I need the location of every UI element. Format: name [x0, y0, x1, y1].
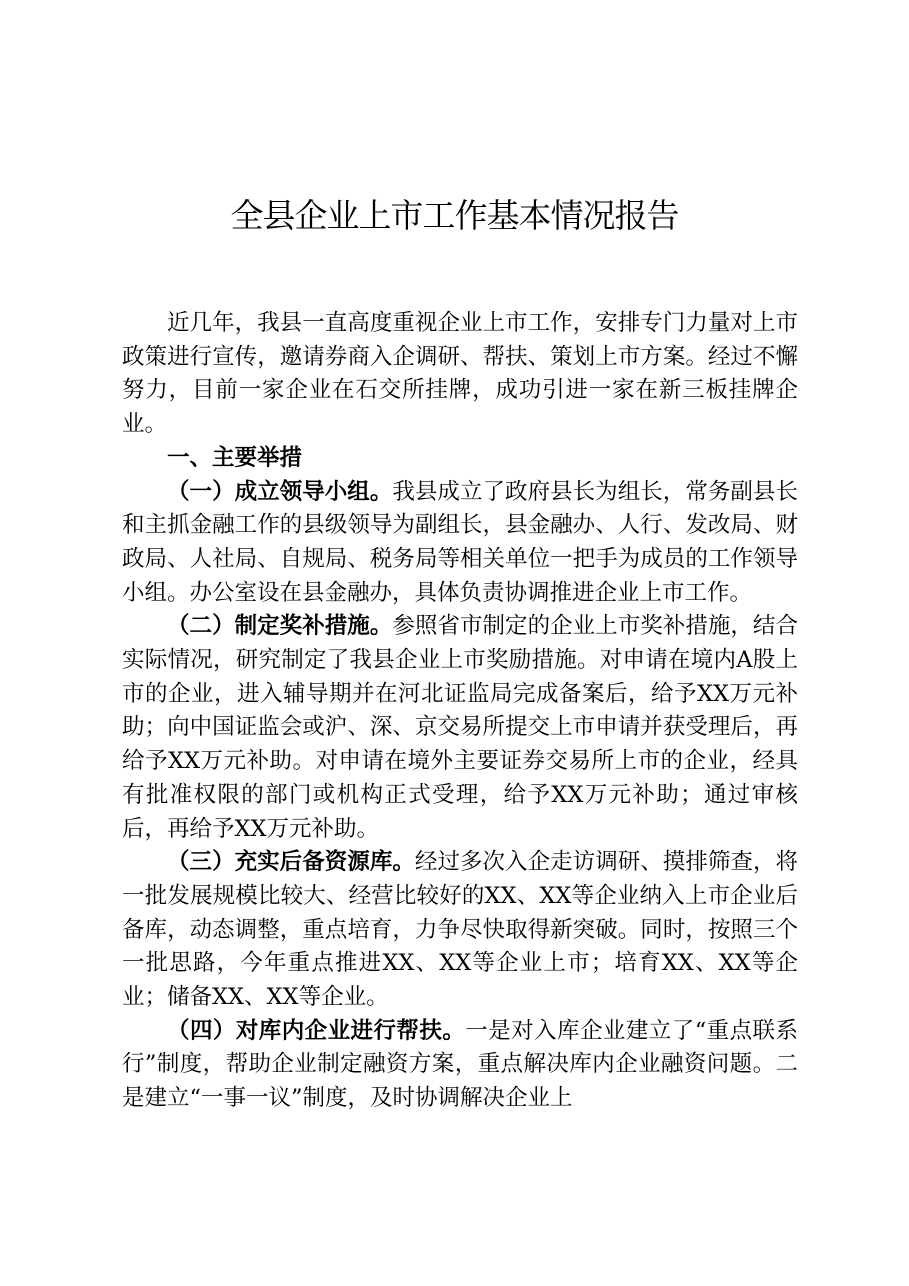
measure-text: 一是对入库企业建立了“重点联系行”制度，帮助企业制定融资方案，重点解决库内企业融资问题。二是建立“一事一议”制度，及时协调解决企业上 [122, 1017, 798, 1112]
document-title: 全县企业上市工作基本情况报告 [230, 196, 679, 235]
section-heading: 一、主要举措 [167, 444, 303, 471]
measure-lead: （一）成立领导小组。 [167, 478, 393, 505]
document-body [122, 307, 798, 1116]
measure-text: 经过多次入企走访调研、摸排筛查，将一批发展规模比较大、经营比较好的XX、XX等企业纳入上市企业后备库，动态调整，重点培育，力争尽快取得新突破。同时，按照三个一批思路，今年重点推进XX、XX等企业上市；培育XX、XX等企业；储备XX、XX等企业。 [122, 849, 798, 1011]
measure-paragraph-1 [122, 476, 798, 611]
measure-lead: （二）制定奖补措施。 [167, 613, 393, 640]
measure-paragraph-4 [122, 1015, 798, 1116]
measure-paragraph-3 [122, 846, 798, 1015]
measure-text: 我县成立了政府县长为组长，常务副县长和主抓金融工作的县级领导为副组长，县金融办、人行、发改局、财政局、人社局、自规局、税务局等相关单位一把手为成员的工作领导小组。办公室设在县金融办，具体负责协调推进企业上市工作。 [122, 478, 798, 606]
measure-paragraph-2 [122, 610, 798, 846]
intro-paragraph: 近几年，我县一直高度重视企业上市工作，安排专门力量对上市政策进行宣传，邀请券商入企调研、帮扶、策划上市方案。经过不懈努力，目前一家企业在石交所挂牌，成功引进一家在新三板挂牌企业。 [122, 310, 798, 438]
measure-lead: （四）对库内企业进行帮扶。 [167, 1017, 466, 1044]
measure-text: 参照省市制定的企业上市奖补措施，结合实际情况，研究制定了我县企业上市奖励措施。对申请在境内A股上市的企业，进入辅导期并在河北证监局完成备案后，给予XX万元补助；向中国证监会或沪、深、京交易所提交上市申请并获受理后，再给予XX万元补助。对申请在境外主要证券交易所上市的企业，经具有批准权限的部门或机构正式受理，给予XX万元补助；通过审核后，再给予XX万元补助。 [122, 613, 798, 842]
measure-lead: （三）充实后备资源库。 [167, 849, 415, 876]
